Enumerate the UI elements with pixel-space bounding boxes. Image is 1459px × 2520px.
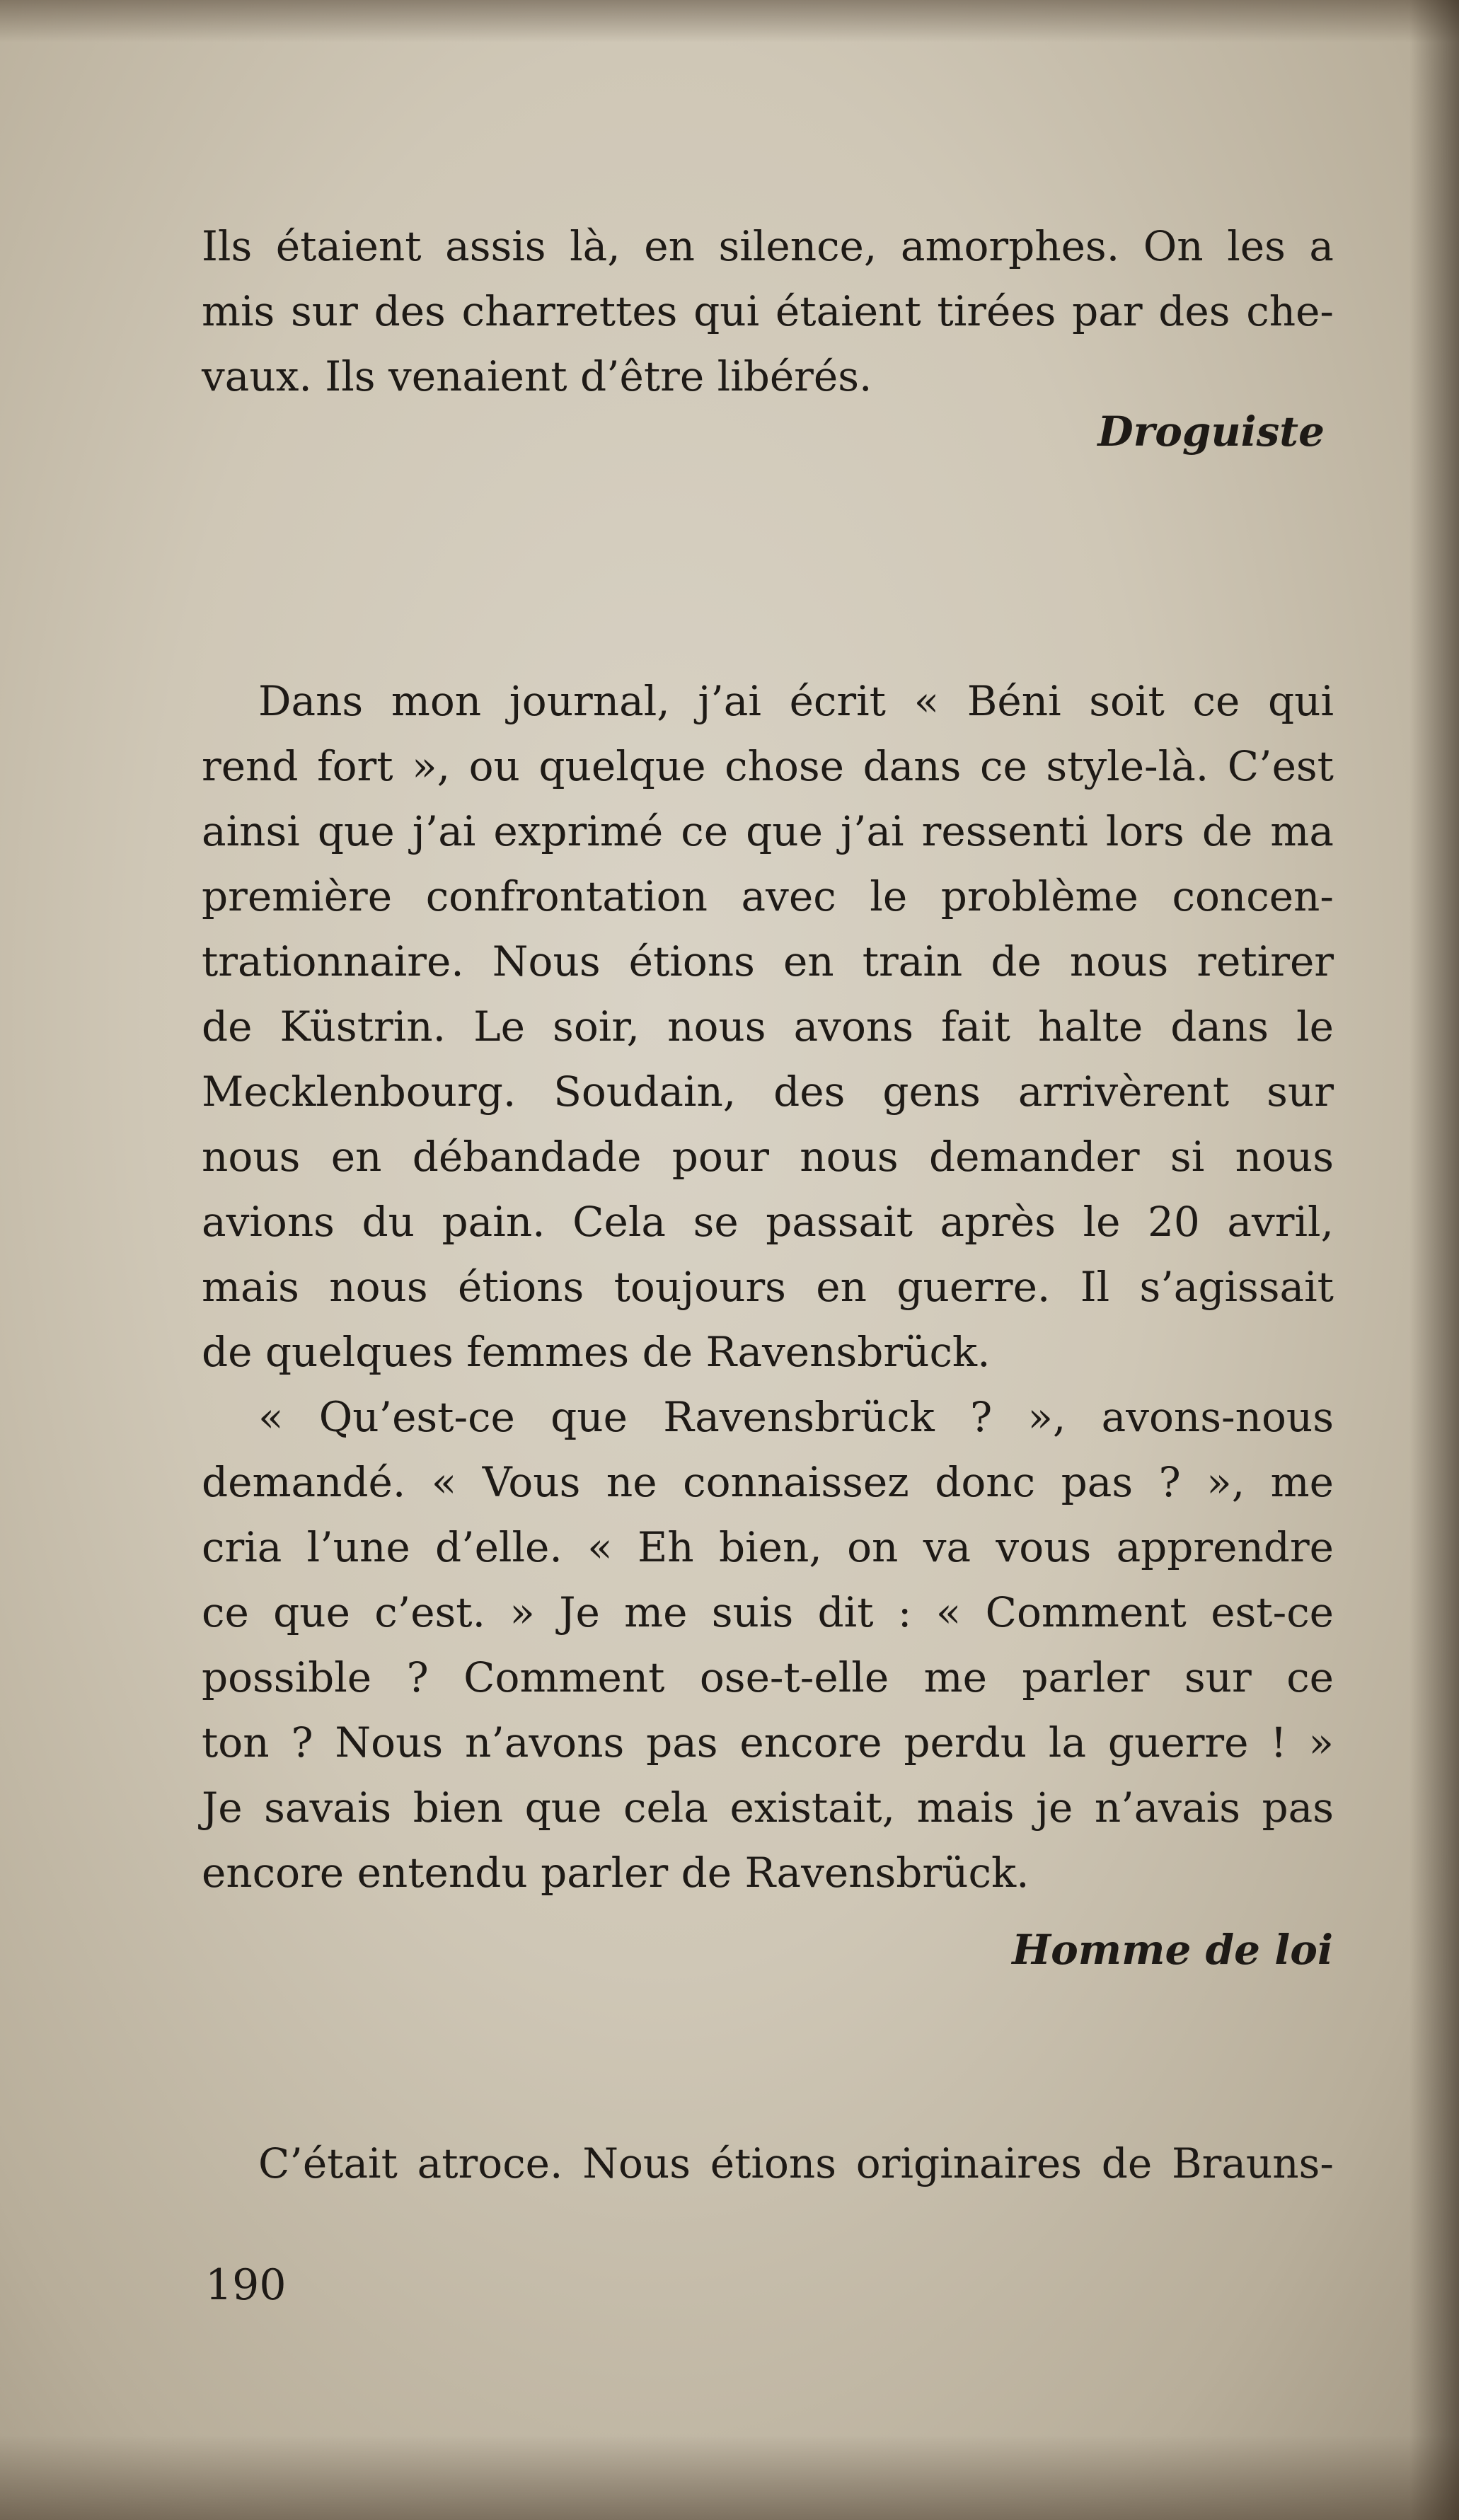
text-line: ce que c’est. » Je me suis dit : « Comment est-ce [202, 1588, 1334, 1636]
testimony-homme-de-loi [202, 669, 1334, 1905]
signature-homme-de-loi: Homme de loi [1012, 1926, 1333, 1974]
text-line: première confrontation avec le problème concen- [202, 872, 1334, 920]
text-line: Je savais bien que cela existait, mais je n’avais pas [202, 1784, 1334, 1832]
text-line: Ils étaient assis là, en silence, amorphes. On les a [202, 222, 1334, 270]
page-edge-shadow [1409, 0, 1459, 2520]
page-bottom-shadow [0, 2435, 1459, 2520]
page-number: 190 [205, 2260, 287, 2310]
text-line: rend fort », ou quelque chose dans ce style-là. C’est [202, 742, 1334, 790]
text-line: mis sur des charrettes qui étaient tirées par des che- [202, 287, 1334, 335]
text-line: possible ? Comment ose-t-elle me parler sur ce [202, 1653, 1334, 1701]
text-line: encore entendu parler de Ravensbrück. [202, 1849, 1030, 1897]
text-line: Mecklenbourg. Soudain, des gens arrivèrent sur [202, 1068, 1334, 1116]
text-line: « Qu’est-ce que Ravensbrück ? », avons-nous [258, 1393, 1334, 1441]
text-line: ainsi que j’ai exprimé ce que j’ai ressenti lors de ma [202, 807, 1334, 855]
text-line: nous en débandade pour nous demander si nous [202, 1133, 1334, 1181]
signature-droguiste: Droguiste [1097, 408, 1325, 456]
text-line: vaux. Ils venaient d’être libérés. [202, 352, 872, 400]
testimony-continued [202, 2131, 1334, 2196]
text-line: Dans mon journal, j’ai écrit « Béni soit ce qui [258, 677, 1334, 725]
page-top-shadow [0, 0, 1459, 42]
text-line: demandé. « Vous ne connaissez donc pas ? », me [202, 1458, 1334, 1506]
text-line: avions du pain. Cela se passait après le 20 avril, [202, 1198, 1334, 1246]
text-line: ton ? Nous n’avons pas encore perdu la guerre ! » [202, 1718, 1334, 1767]
text-line: C’était atroce. Nous étions originaires de Brauns- [258, 2139, 1334, 2187]
text-line: trationnaire. Nous étions en train de nous retirer [202, 937, 1334, 986]
text-line: cria l’une d’elle. « Eh bien, on va vous apprendre [202, 1523, 1334, 1571]
text-line: de quelques femmes de Ravensbrück. [202, 1328, 991, 1376]
text-line: de Küstrin. Le soir, nous avons fait halte dans le [202, 1002, 1334, 1051]
testimony-droguiste [202, 214, 1334, 409]
text-line: mais nous étions toujours en guerre. Il s’agissait [202, 1263, 1334, 1311]
